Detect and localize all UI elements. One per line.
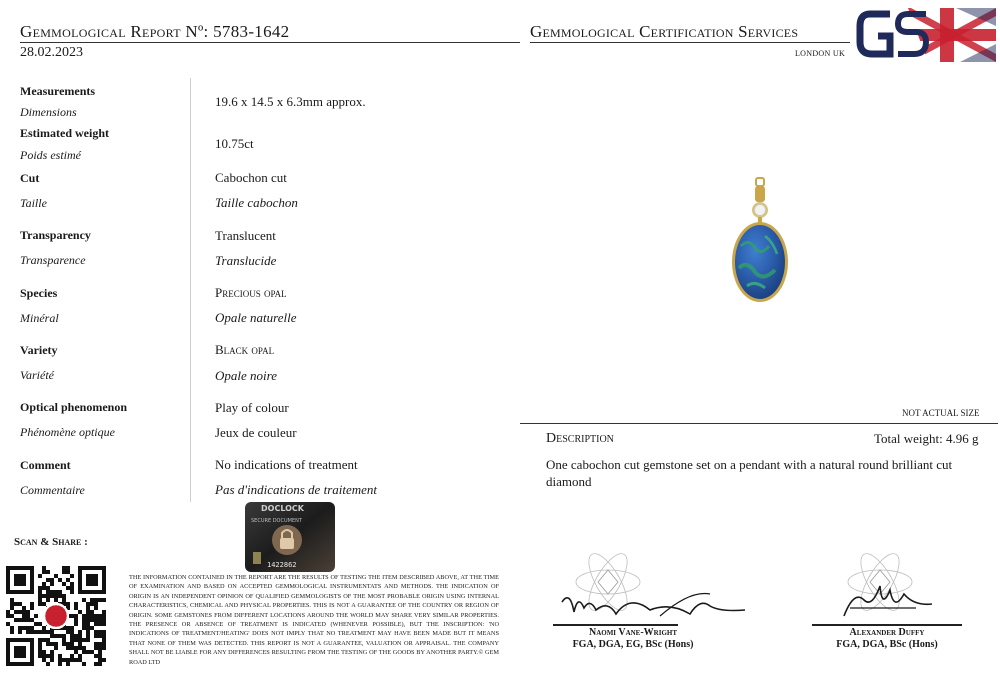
header-rule-left (20, 42, 520, 43)
hologram-brand: DOCLOCK (261, 504, 304, 513)
signature-seal-right (820, 550, 950, 630)
label-phenomene-optique: Phénomène optique (20, 425, 115, 439)
signatory-credentials-left: FGA, DGA, EG, BSc (Hons) (572, 639, 694, 650)
value-comment-fr: Pas d'indications de traitement (215, 482, 378, 497)
value-cut: Cabochon cut (215, 170, 287, 185)
hologram-serial: 1422862 (267, 561, 297, 569)
label-variete: Variété (20, 368, 54, 382)
value-optical-phenomenon: Play of colour (215, 400, 289, 415)
label-estimated-weight: Estimated weight (20, 126, 109, 140)
report-date: 28.02.2023 (20, 45, 83, 60)
company-name: Gemmological Certification Services (530, 22, 799, 41)
header-rule-right (530, 42, 850, 43)
disclaimer-text: THE INFORMATION CONTAINED IN THE REPORT ARE THE RESULTS OF TESTING THE ITEM DESCRIBED ABOVE, AT THE TIME OF EXAMINATION AND BASED ON ACCEPTED GEMMOLOGICAL INSTRUMENTATS AND METHODS. THE INDICATION OF ORIGIN IS AN INDEPENDENT OPINION OF QUALIFIED GEMMOLOGISTS OF THE MOST PROBABLE ORIGIN USING INTERNAL CHARACTERISTICS, CHEMICAL AND PHYSICAL PROPERTIES. THIS IS NOT A GUARANTEE OF THE COUNTRY OR REGION OF ORIGIN. SOME GEMSTONES FROM DIFFERENT LOCATIONS AROUND THE WORLD MAY SHARE VERY SIMILAR PROPERTIES. THE PRESENCE OR ABSENCE OF TREATMENT IS INDICATED (WHENEVER POSSIBLE), BUT THE INSCRIPTION: 'NO INDICATIONS OF TREATMENT/HEATING' DOES NOT IMPLY THAT NO TREATMENT MAY HAVE BEEN MADE BUT IT MEANS THAT NONE OF THEM WAS DETECTED. THIS REPORT IS NOT A GUARANTEE, VALUATION OR APPRAISAL. THE COMPANY SHALL NOT BE LIABLE FOR ANY DIFFERENCES RESULTING FROM THE TESTING OF THE GOODS BY ANOTHER PARTY.© GEM ROAD LTD (129, 574, 499, 666)
label-commentaire: Commentaire (20, 483, 85, 497)
description-heading: Description (546, 431, 614, 446)
label-comment: Comment (20, 458, 71, 472)
company-location: LONDON UK (795, 49, 846, 58)
value-species: Precious opal (215, 285, 287, 300)
hologram-seal (245, 502, 335, 572)
value-transparency-fr: Translucide (215, 253, 277, 268)
signature-seal-left (560, 550, 750, 630)
signatory-name-left: Naomi Vane-Wright (588, 627, 678, 638)
label-species: Species (20, 286, 58, 300)
gcs-logo (856, 4, 996, 62)
opal-pendant-image (725, 176, 795, 306)
description-rule (520, 423, 998, 424)
signature-line-right (812, 624, 962, 626)
label-variety: Variety (20, 343, 58, 357)
label-measurements: Measurements (20, 84, 96, 98)
qr-center-badge (44, 604, 68, 628)
not-actual-size-note: NOT ACTUAL SIZE (902, 408, 980, 418)
value-transparency: Translucent (215, 228, 276, 243)
padlock-icon (280, 538, 294, 549)
label-poids-estime: Poids estimé (20, 148, 81, 162)
total-weight: Total weight: 4.96 g (874, 431, 979, 446)
label-taille: Taille (20, 196, 47, 210)
value-cut-fr: Taille cabochon (215, 195, 298, 210)
label-cut: Cut (20, 171, 40, 185)
value-comment: No indications of treatment (215, 457, 358, 472)
description-text: One cabochon cut gemstone set on a pendant with a natural round brilliant cut diamond (546, 457, 953, 489)
qr-code[interactable] (6, 566, 106, 666)
column-divider (190, 78, 191, 502)
scan-share-label: Scan & Share : (14, 536, 88, 548)
signatory-credentials-right: FGA, DGA, BSc (Hons) (836, 639, 938, 650)
label-mineral: Minéral (20, 311, 59, 325)
value-estimated-weight: 10.75ct (215, 136, 254, 151)
label-transparence: Transparence (20, 253, 86, 267)
value-optical-phenomenon-fr: Jeux de couleur (215, 425, 297, 440)
value-variety-fr: Opale noire (215, 368, 277, 383)
label-transparency: Transparency (20, 228, 91, 242)
label-dimensions: Dimensions (20, 105, 77, 119)
value-species-fr: Opale naturelle (215, 310, 297, 325)
signature-line-left (553, 624, 678, 626)
value-variety: Black opal (215, 342, 275, 357)
signatory-name-right: Alexander Duffy (849, 627, 925, 638)
value-measurements: 19.6 x 14.5 x 6.3mm approx. (215, 94, 366, 109)
hologram-caption: SECURE DOCUMENT (251, 518, 302, 524)
label-optical-phenomenon: Optical phenomenon (20, 400, 128, 414)
report-title: Gemmological Report Nº: 5783-1642 (20, 22, 290, 41)
